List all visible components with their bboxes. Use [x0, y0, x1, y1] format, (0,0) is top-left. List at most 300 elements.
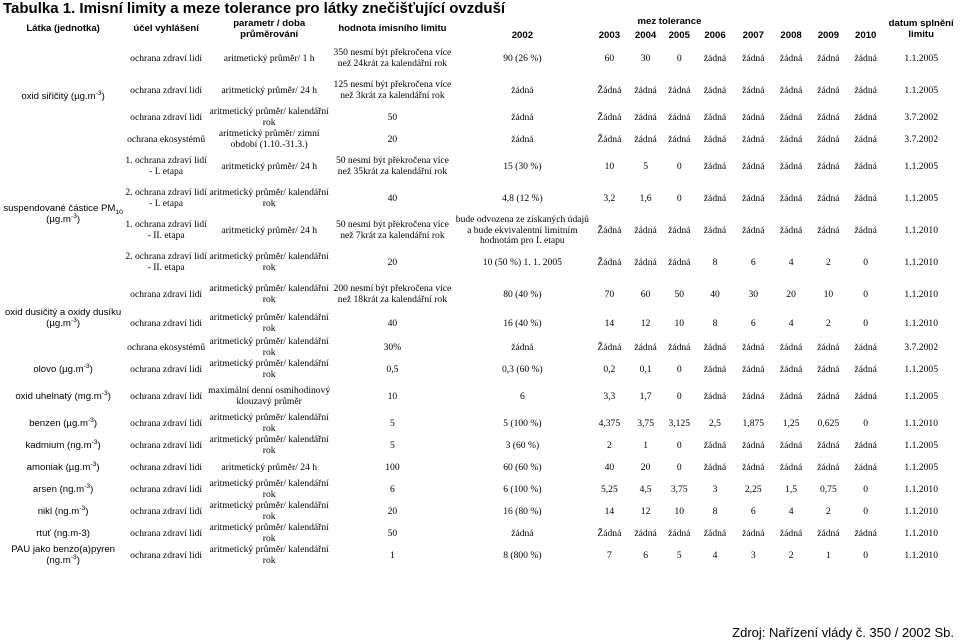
tolerance-cell: žádná [779, 224, 803, 236]
tolerance-cell: žádná [779, 461, 803, 473]
tolerance-cell: žádná [854, 133, 877, 145]
tolerance-cell: žádná [854, 111, 877, 123]
table-row [2, 43, 958, 75]
purpose-cell: ochrana zdraví lidí [130, 111, 203, 123]
tolerance-cell: žádná [703, 439, 727, 451]
tolerance-cell: 10 [823, 288, 834, 300]
table-row [2, 435, 958, 457]
substance-text: PAU jako benzo(a)pyren (ng.m [11, 545, 115, 566]
purpose-cell: ochrana ekosystémů [127, 133, 206, 145]
tolerance-cell: žádná [703, 52, 727, 64]
tolerance-cell: žádná [634, 527, 657, 539]
table-row [2, 311, 958, 337]
tolerance-cell: 4 [788, 317, 794, 329]
param-cell: aritmetický průměr/ kalendářní rok [209, 435, 329, 456]
tolerance-cell: žádná [668, 133, 691, 145]
purpose-cell: ochrana zdraví lidí [130, 505, 203, 517]
tolerance-2002-cell: 15 (30 %) [503, 160, 542, 172]
deadline-cell: 1.1.2010 [904, 505, 938, 517]
tolerance-cell: žádná [634, 111, 657, 123]
param-cell: aritmetický průměr/ kalendářní rok [209, 413, 329, 434]
tolerance-cell: 4 [788, 505, 794, 517]
tolerance-cell: Žádná [597, 341, 622, 353]
tolerance-cell: žádná [779, 133, 803, 145]
tolerance-2002-cell: 6 [519, 390, 525, 402]
tolerance-cell: žádná [817, 527, 840, 539]
tolerance-cell: 2 [825, 256, 831, 268]
tolerance-cell: žádná [703, 341, 727, 353]
tolerance-cell: 0 [676, 363, 682, 375]
limit-cell: 200 nesmí být překročena více než 18krát za kalendářní rok [333, 283, 452, 305]
tolerance-cell: Žádná [597, 527, 622, 539]
param-cell: aritmetický průměr/ kalendářní rok [209, 545, 329, 566]
substance-text: ) [107, 390, 111, 402]
tolerance-cell: Žádná [597, 111, 622, 123]
tolerance-cell: 1,875 [742, 417, 765, 429]
tolerance-cell: žádná [854, 527, 877, 539]
tolerance-cell: žádná [634, 341, 657, 353]
tolerance-2002-cell: žádná [511, 527, 534, 539]
unit-exponent: -3 [84, 482, 91, 490]
unit-exponent: -3 [87, 416, 94, 424]
tolerance-cell: žádná [779, 390, 803, 402]
header-year: 2008 [780, 29, 802, 41]
tolerance-cell: žádná [634, 224, 657, 236]
tolerance-cell: žádná [817, 111, 840, 123]
tolerance-cell: 2,5 [708, 417, 721, 429]
limit-cell: 5 [390, 439, 395, 451]
substance-text: benzen (µg.m [29, 417, 88, 429]
tolerance-cell: Žádná [597, 133, 622, 145]
tolerance-cell: 6 [750, 505, 756, 517]
tolerance-2002-cell: žádná [511, 111, 534, 123]
substance-text: ) [93, 417, 98, 429]
tolerance-cell: žádná [703, 461, 727, 473]
tolerance-cell: 12 [640, 317, 651, 329]
purpose-cell: ochrana zdraví lidí [130, 439, 203, 451]
tolerance-cell: 8 [712, 317, 718, 329]
param-cell: aritmetický průměr/ zimní období (1.10.-31.3.) [218, 129, 320, 150]
substance-text: ) [101, 90, 105, 102]
tolerance-cell: žádná [703, 363, 727, 375]
limit-cell: 50 [387, 111, 398, 123]
purpose-cell: 1. ochrana zdraví lidí - II. etapa [125, 219, 207, 241]
tolerance-cell: žádná [779, 111, 803, 123]
limit-cell: 50 nesmí být překročena více než 7krát za kalendářní rok [335, 219, 449, 241]
tolerance-2002-cell: 10 (50 %) 1. 1. 2005 [482, 256, 562, 268]
deadline-cell: 1.1.2010 [904, 288, 938, 300]
unit-exponent: -3 [83, 362, 90, 370]
tolerance-2002-cell: 4,8 (12 %) [501, 192, 543, 204]
param-cell: aritmetický průměr/ kalendářní rok [209, 523, 329, 544]
source-note: Zdroj: Nařízení vlády č. 350 / 2002 Sb. [732, 625, 954, 640]
header-year: 2003 [598, 29, 621, 41]
tolerance-cell: žádná [817, 224, 840, 236]
deadline-cell: 1.1.2010 [904, 527, 938, 539]
tolerance-cell: žádná [817, 84, 840, 96]
purpose-cell: 1. ochrana zdraví lidí - I. etapa [125, 155, 207, 177]
tolerance-cell: žádná [742, 84, 765, 96]
purpose-cell: 2. ochrana zdraví lidí - I. etapa [125, 187, 207, 209]
tolerance-cell: 6 [750, 317, 756, 329]
deadline-cell: 1.1.2010 [904, 317, 938, 329]
tolerance-cell: 3 [750, 549, 756, 561]
header-year: 2006 [704, 29, 726, 41]
tolerance-cell: 0 [676, 439, 682, 451]
param-cell: aritmetický průměr/ kalendářní rok [209, 312, 329, 334]
tolerance-cell: 0 [863, 317, 869, 329]
tolerance-cell: žádná [703, 527, 727, 539]
tolerance-cell: žádná [854, 84, 877, 96]
page-title: Tabulka 1. Imisní limity a meze tolerance pro látky znečišťující ovzduší [3, 0, 506, 17]
deadline-cell: 1.1.2005 [904, 192, 938, 204]
tolerance-cell: žádná [854, 192, 877, 204]
tolerance-cell: žádná [703, 111, 727, 123]
tolerance-cell: 70 [604, 288, 615, 300]
tolerance-cell: 4 [788, 256, 794, 268]
tolerance-cell: žádná [854, 439, 877, 451]
deadline-cell: 1.1.2005 [904, 160, 938, 172]
table-row [2, 107, 958, 129]
tolerance-cell: žádná [634, 256, 657, 268]
substance-text: ) [90, 483, 94, 495]
substance-text: ) [85, 505, 89, 517]
tolerance-cell: 2,25 [744, 483, 762, 495]
tolerance-cell: 4 [712, 549, 718, 561]
tolerance-cell: 2 [606, 439, 612, 451]
deadline-cell: 1.1.2010 [904, 549, 938, 561]
substance-text: nikl (ng.m [37, 505, 80, 517]
tolerance-cell: žádná [742, 133, 765, 145]
tolerance-cell: žádná [854, 224, 877, 236]
substance-text: oxid siřičitý (µg.m [21, 90, 96, 102]
limit-cell: 10 [387, 390, 398, 402]
tolerance-2002-cell: 16 (40 %) [503, 317, 542, 329]
limit-cell: 20 [387, 133, 398, 145]
param-cell: maximální denní osmihodinový klouzavý průměr [208, 385, 331, 407]
tolerance-cell: 10 [604, 160, 615, 172]
tolerance-cell: žádná [779, 192, 803, 204]
substance-text: suspendované částice PM [3, 203, 116, 215]
limit-cell: 1 [390, 549, 395, 561]
tolerance-cell: 40 [604, 461, 615, 473]
table-row [2, 413, 958, 435]
tolerance-cell: 2 [788, 549, 794, 561]
limit-cell: 50 nesmí být překročena více než 35krát za kalendářní rok [335, 155, 449, 177]
tolerance-cell: žádná [703, 390, 727, 402]
deadline-cell: 3.7.2002 [904, 133, 938, 145]
tolerance-cell: žádná [668, 84, 691, 96]
tolerance-cell: 10 [674, 505, 685, 517]
substance-cell [2, 43, 124, 151]
limit-cell: 40 [387, 317, 398, 329]
table-row [2, 545, 958, 567]
tolerance-cell: 1 [825, 549, 831, 561]
substance-text: ) [76, 555, 80, 566]
tolerance-cell: žádná [817, 341, 840, 353]
tolerance-cell: žádná [703, 192, 727, 204]
substance-text: 10 [115, 209, 123, 217]
tolerance-2002-cell: bude odvozena ze získaných údajů a bude ekvivalentní limitním hodnotám pro I. etapu [455, 215, 589, 247]
unit-exponent: -3 [70, 316, 77, 324]
tolerance-cell: 3,125 [668, 417, 691, 429]
substance-text: ) [76, 318, 81, 329]
table-row [2, 151, 958, 183]
tolerance-cell: 3,75 [670, 483, 688, 495]
limits-table [2, 16, 958, 567]
header-year: 2002 [511, 29, 534, 41]
substance-cell [2, 381, 124, 413]
tolerance-cell: žádná [817, 439, 840, 451]
tolerance-cell: 7 [606, 549, 612, 561]
tolerance-cell: žádná [817, 461, 840, 473]
purpose-cell: ochrana zdraví lidí [130, 390, 203, 402]
deadline-cell: 1.1.2005 [904, 439, 938, 451]
tolerance-cell: 14 [604, 505, 615, 517]
param-cell: aritmetický průměr/ 24 h [221, 224, 317, 236]
table-row [2, 129, 958, 151]
limit-cell: 20 [387, 505, 398, 517]
tolerance-2002-cell: 5 (100 %) [503, 417, 542, 429]
tolerance-2002-cell: 8 (800 %) [503, 549, 542, 561]
tolerance-cell: 12 [640, 505, 651, 517]
purpose-cell: ochrana zdraví lidí [130, 461, 203, 473]
tolerance-cell: žádná [854, 461, 877, 473]
deadline-cell: 3.7.2002 [904, 341, 938, 353]
param-cell: aritmetický průměr/ 24 h [221, 160, 317, 172]
tolerance-cell: žádná [703, 133, 727, 145]
tolerance-cell: 0 [676, 52, 682, 64]
header-year: 2007 [742, 29, 764, 41]
tolerance-cell: žádná [817, 363, 840, 375]
tolerance-cell: žádná [742, 160, 765, 172]
purpose-cell: ochrana zdraví lidí [130, 363, 203, 375]
tolerance-cell: žádná [779, 527, 803, 539]
tolerance-cell: žádná [742, 341, 765, 353]
param-cell: aritmetický průměr/ kalendářní rok [209, 283, 329, 305]
substance-text: kadmium (ng.m [25, 439, 92, 451]
tolerance-cell: žádná [742, 363, 765, 375]
tolerance-cell: žádná [817, 390, 840, 402]
tolerance-cell: 0 [863, 483, 869, 495]
header-year: 2004 [634, 29, 657, 41]
header-year: 2009 [817, 29, 840, 41]
tolerance-cell: 5,25 [600, 483, 618, 495]
tolerance-cell: 0,625 [817, 417, 840, 429]
table-row [2, 75, 958, 107]
table-row [2, 501, 958, 523]
deadline-cell: 1.1.2010 [904, 224, 938, 236]
substance-cell [2, 523, 124, 545]
tolerance-cell: žádná [817, 160, 840, 172]
tolerance-cell: žádná [854, 390, 877, 402]
purpose-cell: ochrana ekosystémů [127, 341, 206, 353]
purpose-cell: ochrana zdraví lidí [130, 549, 203, 561]
table-row [2, 215, 958, 247]
substance-text: ) [89, 363, 93, 375]
tolerance-cell: 20 [640, 461, 651, 473]
header-deadline: datum splnění limitu [888, 17, 954, 40]
tolerance-cell: žádná [742, 111, 765, 123]
substance-cell [2, 435, 124, 457]
tolerance-cell: 8 [712, 505, 718, 517]
tolerance-cell: 2 [825, 317, 831, 329]
tolerance-cell: žádná [742, 390, 765, 402]
tolerance-cell: žádná [742, 461, 765, 473]
tolerance-cell: 0,2 [603, 363, 616, 375]
substance-text: amoniak (µg.m [26, 461, 91, 473]
tolerance-cell: 6 [750, 256, 756, 268]
tolerance-cell: žádná [854, 52, 877, 64]
substance-text: olovo (µg.m [33, 363, 84, 375]
tolerance-cell: 3 [712, 483, 718, 495]
param-cell: aritmetický průměr/ kalendářní rok [209, 107, 329, 128]
deadline-cell: 1.1.2010 [904, 483, 938, 495]
header-year: 2010 [855, 29, 877, 41]
tolerance-cell: 0 [863, 549, 869, 561]
param-cell: aritmetický průměr/ kalendářní rok [209, 337, 329, 358]
tolerance-cell: 0 [863, 417, 869, 429]
substance-text: oxid dusičitý a oxidy dusíku (µg.m [4, 307, 122, 329]
purpose-cell: 2. ochrana zdraví lidí - II. etapa [125, 251, 207, 273]
deadline-cell: 1.1.2005 [904, 363, 938, 375]
tolerance-cell: 60 [640, 288, 651, 300]
purpose-cell: ochrana zdraví lidí [130, 52, 203, 64]
tolerance-cell: 5 [643, 160, 648, 172]
deadline-cell: 1.1.2005 [904, 461, 938, 473]
deadline-cell: 3.7.2002 [904, 111, 938, 123]
tolerance-cell: 0 [676, 390, 682, 402]
tolerance-cell: 40 [710, 288, 720, 300]
tolerance-2002-cell: žádná [511, 84, 534, 96]
tolerance-2002-cell: 3 (60 %) [505, 439, 540, 451]
substance-cell [2, 545, 124, 567]
limit-cell: 6 [390, 483, 395, 495]
param-cell: aritmetický průměr/ 24 h [221, 461, 317, 473]
purpose-cell: ochrana zdraví lidí [130, 84, 203, 96]
substance-text: arsen (ng.m [32, 483, 85, 495]
limit-cell: 0,5 [386, 363, 399, 375]
tolerance-cell: 3,75 [637, 417, 654, 429]
unit-exponent: -3 [90, 460, 97, 468]
tolerance-cell: 0,1 [639, 363, 652, 375]
tolerance-cell: žádná [668, 224, 691, 236]
tolerance-cell: žádná [779, 84, 803, 96]
table-row [2, 359, 958, 381]
tolerance-cell: 0 [863, 505, 869, 517]
tolerance-cell: žádná [854, 363, 877, 375]
tolerance-cell: žádná [742, 52, 765, 64]
tolerance-cell: žádná [703, 84, 727, 96]
param-cell: aritmetický průměr/ kalendářní rok [209, 479, 329, 500]
tolerance-2002-cell: 16 (80 %) [503, 505, 542, 517]
tolerance-cell: žádná [703, 224, 727, 236]
tolerance-cell: 1,6 [639, 192, 652, 204]
tolerance-cell: žádná [634, 84, 657, 96]
tolerance-cell: 30 [748, 288, 759, 300]
tolerance-cell: 4,375 [598, 417, 621, 429]
tolerance-cell: 20 [786, 288, 796, 300]
tolerance-2002-cell: žádná [511, 341, 534, 353]
deadline-cell: 1.1.2005 [904, 390, 938, 402]
tolerance-cell: 0 [676, 160, 682, 172]
tolerance-cell: Žádná [597, 224, 622, 236]
tolerance-cell: Žádná [597, 84, 622, 96]
substance-text: ) [96, 461, 100, 473]
unit-exponent: -3 [91, 438, 98, 446]
substance-cell [2, 413, 124, 435]
tolerance-cell: žádná [817, 133, 840, 145]
tolerance-cell: žádná [854, 160, 877, 172]
tolerance-cell: 3,2 [603, 192, 616, 204]
tolerance-cell: žádná [742, 527, 765, 539]
substance-cell [2, 501, 124, 523]
purpose-cell: ochrana zdraví lidí [130, 288, 203, 300]
tolerance-cell: žádná [854, 341, 877, 353]
tolerance-cell: žádná [779, 363, 803, 375]
limit-cell: 30% [383, 341, 402, 353]
header-tolerance: mez tolerance [637, 16, 702, 28]
limit-cell: 50 [387, 527, 398, 539]
tolerance-cell: 3,3 [603, 390, 616, 402]
tolerance-cell: žádná [779, 52, 803, 64]
tolerance-2002-cell: 60 (60 %) [503, 461, 542, 473]
table-row [2, 381, 958, 413]
substance-text: rtuť (ng.m-3) [36, 527, 90, 539]
tolerance-2002-cell: 80 (40 %) [503, 288, 542, 300]
table-row [2, 279, 958, 311]
tolerance-cell: 1,25 [782, 417, 800, 429]
header-param: parametr / doba průměrování [233, 17, 306, 40]
param-cell: aritmetický průměr/ kalendářní rok [209, 359, 329, 380]
substance-text: oxid uhelnatý (mg.m [15, 390, 102, 402]
tolerance-cell: žádná [668, 111, 691, 123]
tolerance-cell: 2 [825, 505, 831, 517]
deadline-cell: 1.1.2010 [904, 256, 938, 268]
tolerance-cell: 60 [604, 52, 615, 64]
substance-text: ) [76, 214, 81, 225]
tolerance-cell: 50 [674, 288, 685, 300]
tolerance-cell: žádná [742, 192, 765, 204]
tolerance-cell: žádná [817, 52, 840, 64]
substance-cell [2, 279, 124, 359]
tolerance-cell: žádná [668, 341, 691, 353]
deadline-cell: 1.1.2010 [904, 417, 938, 429]
table-row [2, 479, 958, 501]
param-cell: aritmetický průměr/ 24 h [221, 84, 317, 96]
tolerance-cell: 30 [640, 52, 651, 64]
header-year: 2005 [668, 29, 690, 41]
header-limit: hodnota imisního limitu [338, 23, 447, 35]
tolerance-2002-cell: 6 (100 %) [503, 483, 542, 495]
limit-cell: 5 [390, 417, 395, 429]
tolerance-cell: 8 [712, 256, 718, 268]
tolerance-cell: žádná [742, 439, 765, 451]
limit-cell: 40 [387, 192, 398, 204]
table-row [2, 183, 958, 215]
tolerance-cell: žádná [703, 160, 727, 172]
tolerance-cell: 6 [643, 549, 648, 561]
header-substance: Látka (jednotka) [26, 23, 100, 35]
param-cell: aritmetický průměr/ kalendářní rok [209, 501, 329, 522]
tolerance-cell: 0,75 [819, 483, 837, 495]
substance-cell [2, 457, 124, 479]
tolerance-cell: žádná [779, 160, 803, 172]
tolerance-cell: 0 [863, 256, 869, 268]
tolerance-cell: 1,7 [639, 390, 652, 402]
tolerance-cell: žádná [742, 224, 765, 236]
tolerance-cell: 1,5 [785, 483, 798, 495]
